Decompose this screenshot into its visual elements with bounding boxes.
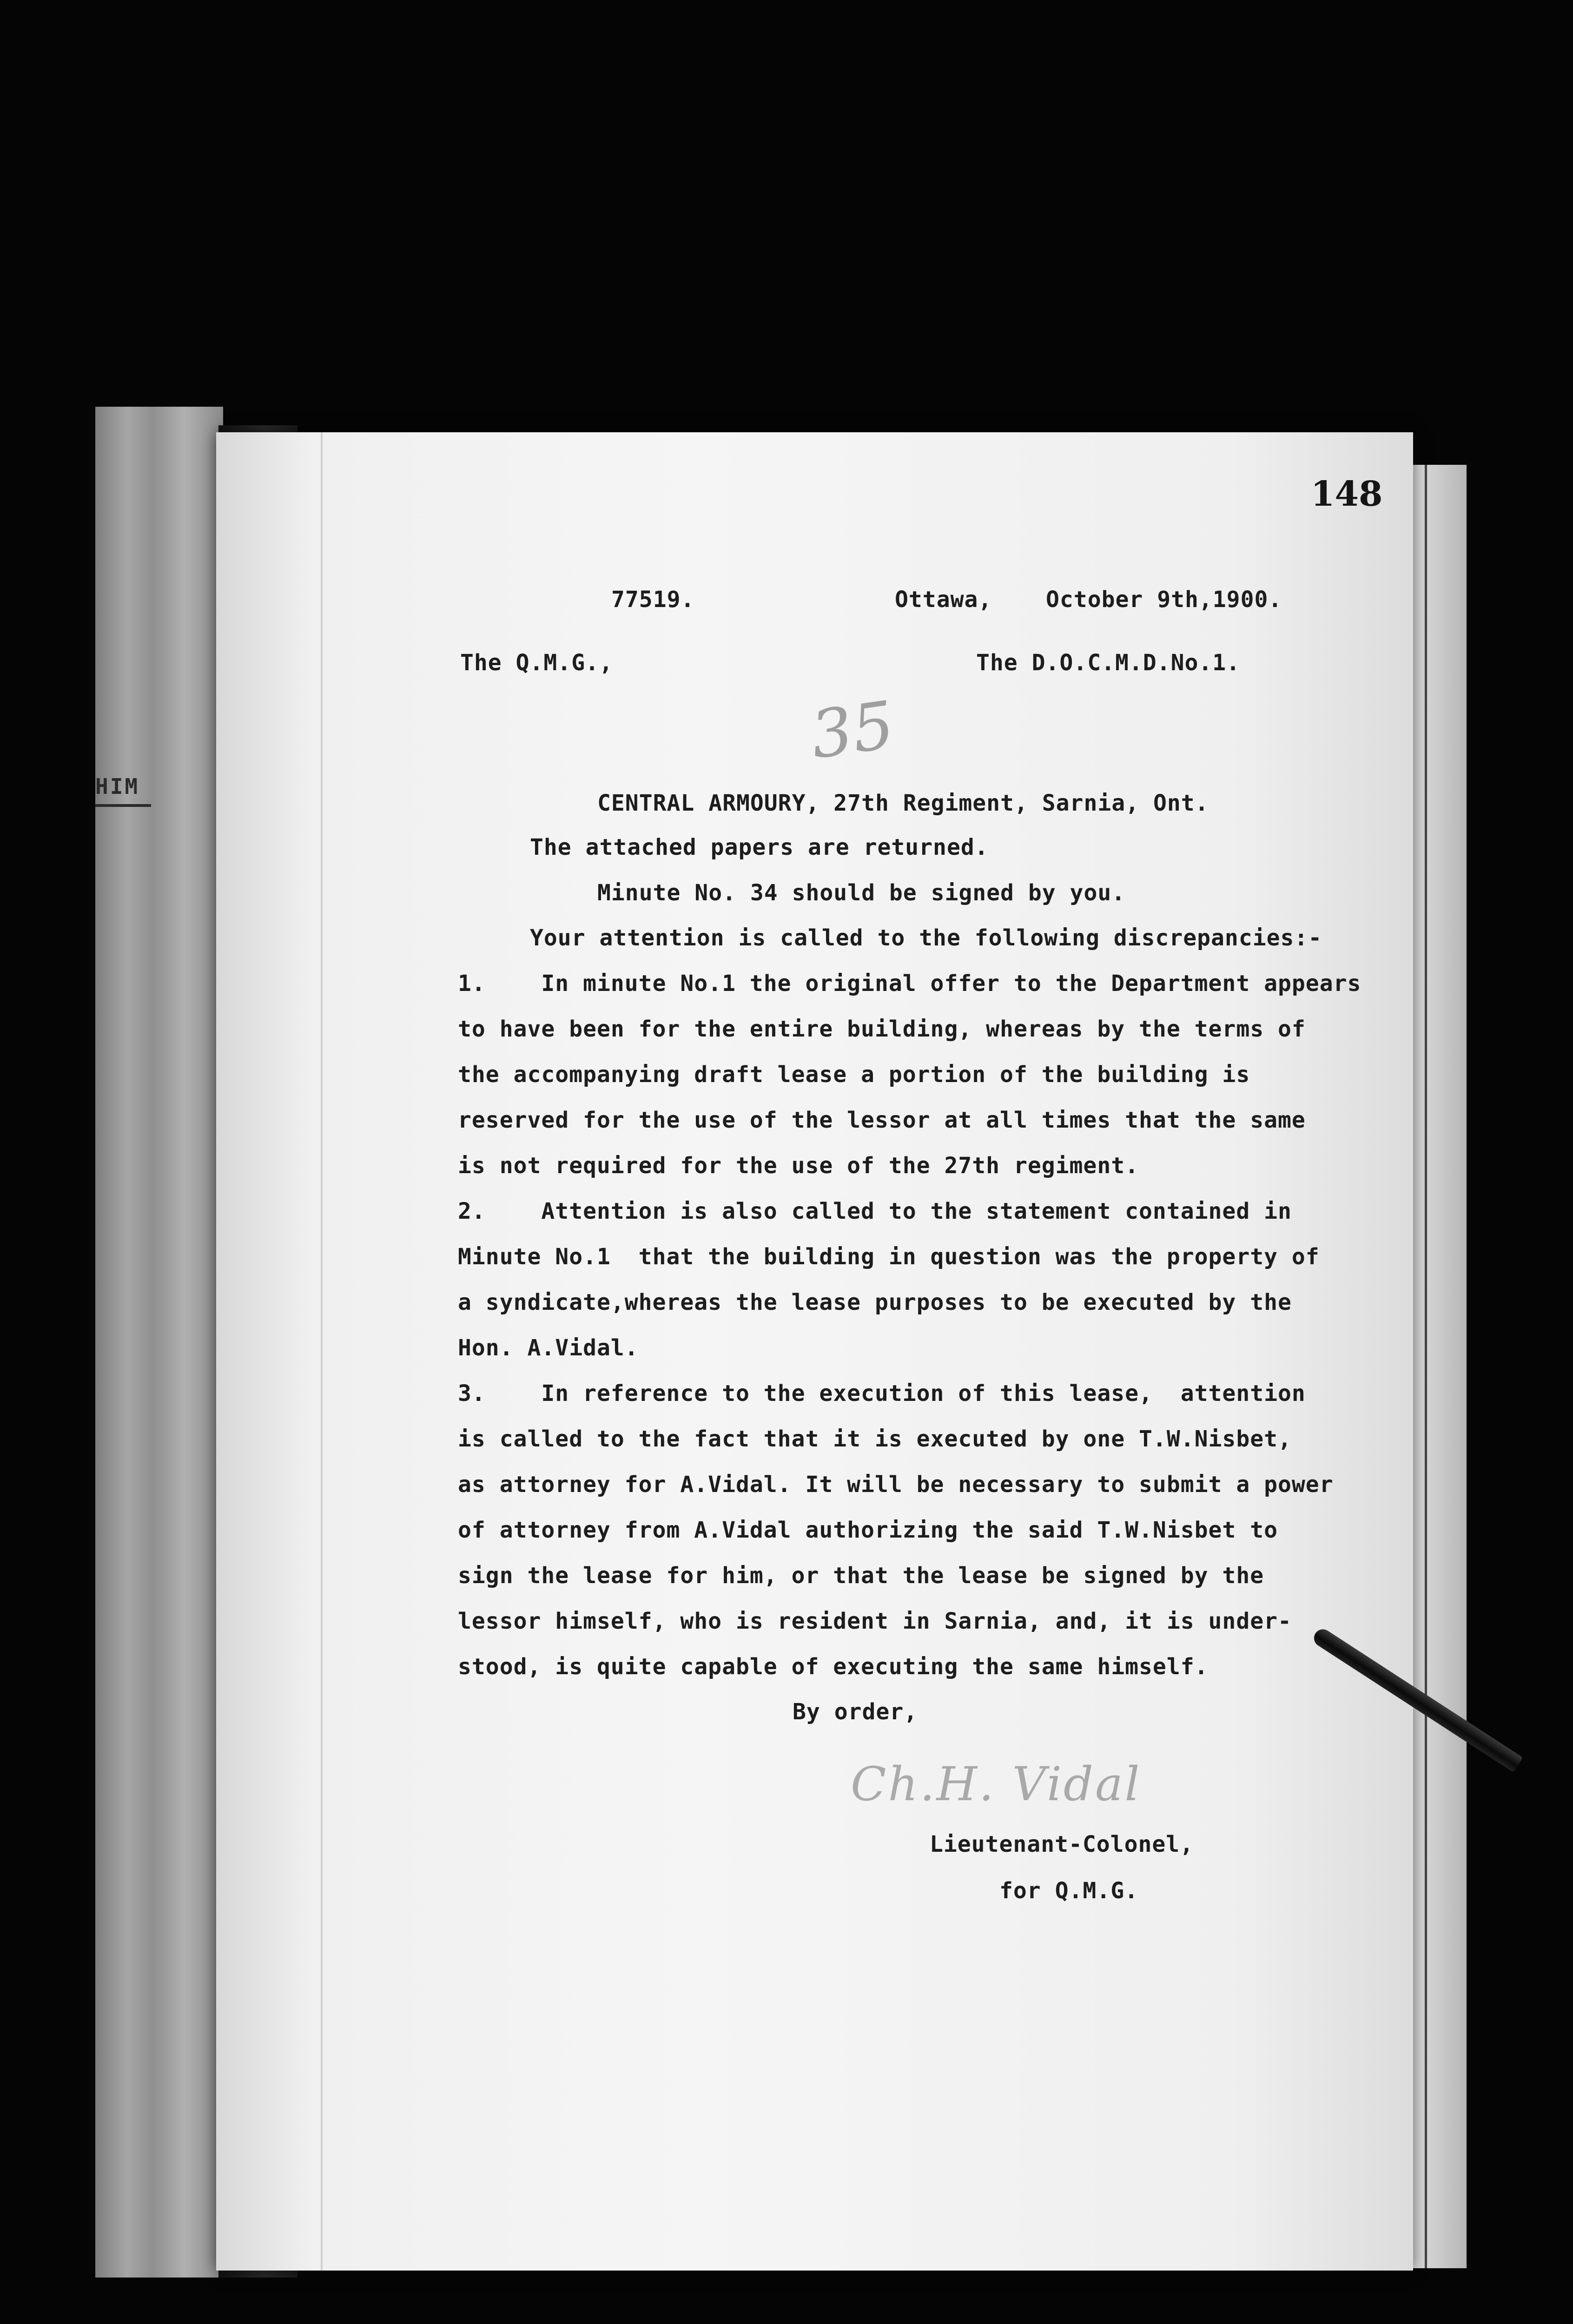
body-line: lessor himself, who is resident in Sarnia, and, it is under-	[458, 1608, 1292, 1634]
body-line: 3. In reference to the execution of this lease, attention	[458, 1380, 1306, 1406]
body-line: 2. Attention is also called to the statement contained in	[458, 1198, 1292, 1224]
letter-from: The Q.M.G.,	[460, 650, 613, 676]
letter-date: October 9th,1900.	[1046, 587, 1282, 613]
underlying-page-rule	[95, 804, 151, 807]
body-line: reserved for the use of the lessor at all times that the same	[458, 1107, 1306, 1133]
signer-for: for Q.M.G.	[999, 1878, 1138, 1904]
letter-place: Ottawa,	[895, 587, 992, 613]
back-sheet-line	[1425, 465, 1427, 2268]
body-line: 1. In minute No.1 the original offer to the Department appears	[458, 971, 1362, 997]
underlying-page-edge	[95, 407, 223, 2278]
letter-subject: CENTRAL ARMOURY, 27th Regiment, Sarnia, Ont.	[597, 790, 1209, 816]
body-line: stood, is quite capable of executing the same himself.	[458, 1654, 1209, 1680]
body-line: is called to the fact that it is executed by one T.W.Nisbet,	[458, 1426, 1292, 1452]
body-line: as attorney for A.Vidal. It will be necessary to submit a power	[458, 1472, 1334, 1498]
body-line: The attached papers are returned.	[530, 834, 989, 860]
body-line: the accompanying draft lease a portion of the building is	[458, 1062, 1250, 1088]
body-line: Minute No. 34 should be signed by you.	[597, 880, 1126, 906]
closing: By order,	[793, 1699, 918, 1725]
letter-fold-line	[321, 432, 323, 2271]
body-line: a syndicate,whereas the lease purposes to be executed by the	[458, 1289, 1292, 1315]
body-line: of attorney from A.Vidal authorizing the said T.W.Nisbet to	[458, 1517, 1278, 1543]
signer-rank: Lieutenant-Colonel,	[930, 1831, 1194, 1857]
body-line: to have been for the entire building, whereas by the terms of	[458, 1016, 1306, 1042]
page-number: 148	[1311, 474, 1383, 514]
body-line: Minute No.1 that the building in question was the property of	[458, 1244, 1320, 1270]
body-line: Hon. A.Vidal.	[458, 1335, 639, 1361]
underlying-page-text: HIM	[95, 774, 140, 799]
pencil-annotation: 35	[806, 687, 899, 774]
body-line: is not required for the use of the 27th regiment.	[458, 1153, 1139, 1179]
letter-to: The D.O.C.M.D.No.1.	[976, 650, 1241, 676]
body-line: sign the lease for him, or that the lease be signed by the	[458, 1563, 1264, 1589]
body-line: Your attention is called to the following discrepancies:-	[530, 925, 1322, 951]
file-number: 77519.	[611, 587, 695, 613]
handwritten-signature: Ch.H. Vidal	[851, 1757, 1142, 1811]
